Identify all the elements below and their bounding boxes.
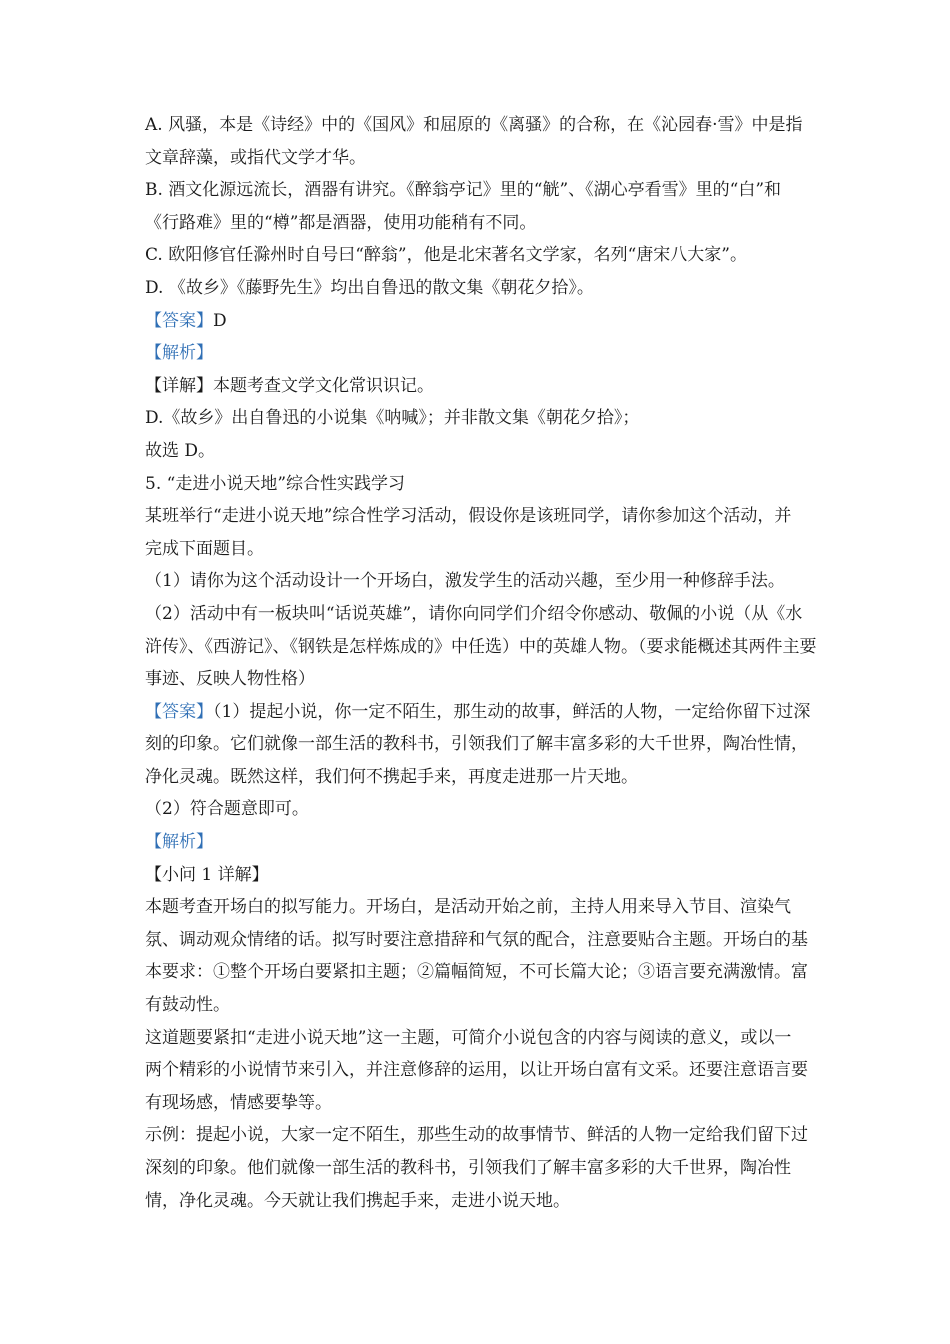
explain-line-q4: D.《故乡》出自鲁迅的小说集《呐喊》；并非散文集《朝花夕拾》； [145,408,640,429]
para1-line-2: 氛、调动观众情绪的话。拟写时要注意措辞和气氛的配合，注意要贴合主题。开场白的基 [145,929,808,950]
option-d: D. 《故乡》《藤野先生》均出自鲁迅的散文集《朝花夕拾》。 [145,277,594,298]
q5-sub-2-line-1: （2）活动中有一板块叫“话说英雄”，请你向同学们介绍令你感动、敬佩的小说（从《水 [145,603,803,624]
para2-line-1: 这道题要紧扣“走进小说天地”这一主题，可简介小说包含的内容与阅读的意义，或以一 [145,1027,792,1048]
option-c: C. 欧阳修官任滁州时自号曰“醉翁”，他是北宋著名文学家，名列“唐宋八大家”。 [145,245,747,266]
para1-line-1: 本题考查开场白的拟写能力。开场白，是活动开始之前，主持人用来导入节目、渲染气 [145,897,791,918]
analysis-tag: 【解析】 [145,343,213,364]
para3-line-1: 示例：提起小说，大家一定不陌生，那些生动的故事情节、鲜活的人物一定给我们留下过 [145,1125,808,1146]
q5-answer-line-1 [145,696,810,729]
q5-sub-2-line-2: 浒传》、《西游记》、《钢铁是怎样炼成的》中任选）中的英雄人物。（要求能概述其两件主要 [145,636,817,657]
option-b-line-1: B. 酒文化源远流长，酒器有讲究。《醉翁亭记》里的“觥”、《湖心亭看雪》里的“白”和 [145,180,782,201]
analysis-line-q5 [145,826,810,859]
para3-line-3: 情，净化灵魂。今天就让我们携起手来，走进小说天地。 [145,1190,570,1211]
answer-tag: 【答案】 [145,310,213,331]
q5-answer-text-1: （1）提起小说，你一定不陌生，那生动的故事，鲜活的人物，一定给你留下过深 [213,701,811,722]
para1-line-3: 本要求：①整个开场白要紧扣主题；②篇幅简短，不可长篇大论；③语言要充满激情。富 [145,962,808,983]
document-page [145,109,817,1217]
q5-sub-1: （1）请你为这个活动设计一个开场白，激发学生的活动兴趣，至少用一种修辞手法。 [145,571,785,592]
option-a-line-1: A. 风骚，本是《诗经》中的《国风》和屈原的《离骚》的合称，在《沁园春·雪》中是指 [145,115,803,135]
sub-detail-heading: 【小问 1 详解】 [145,864,269,885]
answer-value: D [213,310,227,331]
option-a-line-2: 文章辞藻，或指代文学才华。 [145,147,366,168]
conclusion-q4: 故选 D。 [145,440,216,461]
q5-sub-2-line-3: 事迹、反映人物性格） [145,669,315,690]
q5-answer-line-2: 刻的印象。它们就像一部生活的教科书，引领我们了解丰富多彩的大千世界，陶冶性情， [145,734,808,755]
q5-intro-line-1: 某班举行“走进小说天地”综合性学习活动，假设你是该班同学，请你参加这个活动，并 [145,506,792,527]
para1-line-4: 有鼓动性。 [145,995,230,1016]
analysis-line-q4 [145,337,810,370]
para2-line-3: 有现场感，情感要挚等。 [145,1092,332,1113]
q5-intro-line-2: 完成下面题目。 [145,538,264,559]
q5-answer-line-3: 净化灵魂。既然这样，我们何不携起手来，再度走进那一片天地。 [145,766,638,787]
question-5-title: 5. “走进小说天地”综合性实践学习 [145,473,406,494]
para2-line-2: 两个精彩的小说情节来引入，并注意修辞的运用，以让开场白富有文采。还要注意语言要 [145,1060,808,1081]
option-b-line-2: 《行路难》里的“樽”都是酒器，使用功能稍有不同。 [145,212,537,233]
answer-tag: 【答案】 [145,701,213,722]
answer-line-q4 [145,305,810,338]
analysis-tag: 【解析】 [145,832,213,853]
detail-line-q4: 【详解】本题考查文学文化常识识记。 [145,375,434,396]
para3-line-2: 深刻的印象。他们就像一部生活的教科书，引领我们了解丰富多彩的大千世界，陶冶性 [145,1158,791,1178]
q5-answer-line-4: （2）符合题意即可。 [145,799,309,820]
